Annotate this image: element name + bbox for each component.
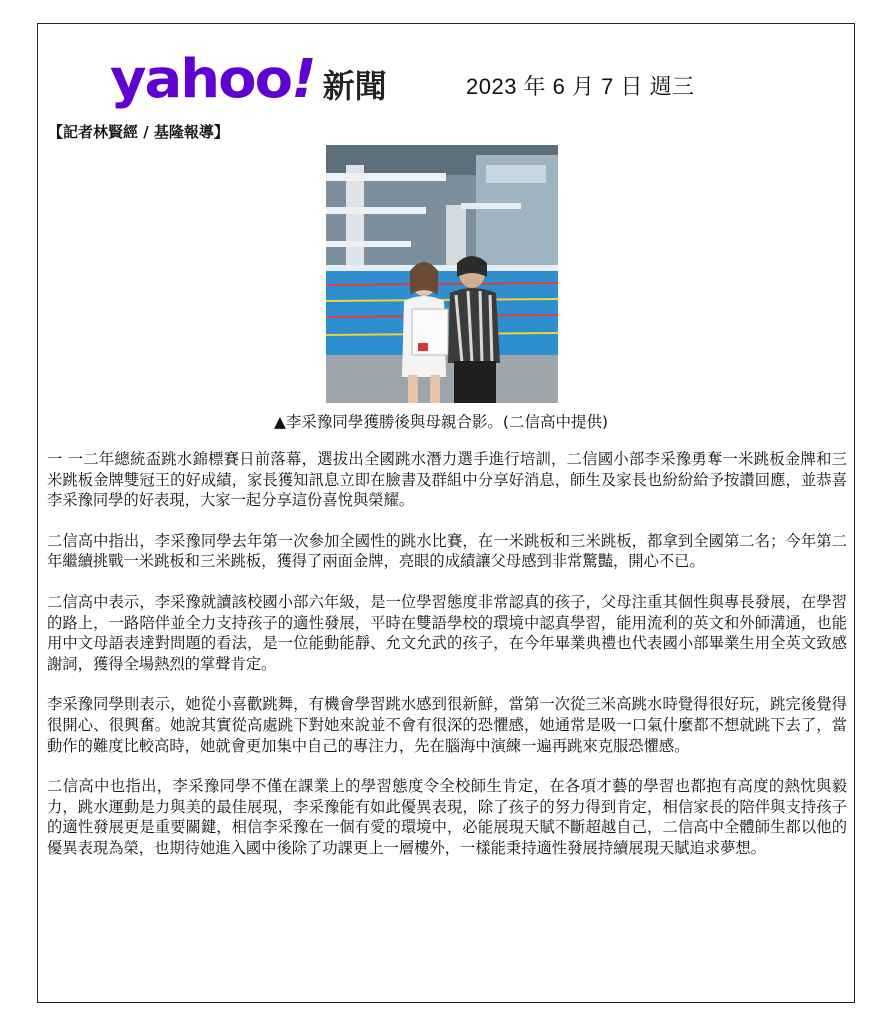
masthead — [110, 48, 387, 111]
paragraph: 一 一二年總統盃跳水錦標賽日前落幕，選拔出全國跳水潛力選手進行培訓，二信國小部李采豫勇奪一米跳板金牌和三米跳板金牌雙冠王的好成績，家長獲知訊息立即在臉書及群組中分享好消息，師生及家長也紛紛給予按讚回應，並恭喜李采豫同學的好表現，大家一起分享這份喜悅與榮耀。 — [47, 450, 847, 510]
photo-caption: ▲李采豫同學獲勝後與母親合影。(二信高中提供) — [273, 413, 609, 431]
section-name: 新聞 — [322, 67, 387, 105]
paragraph: 二信高中也指出，李采豫同學不僅在課業上的學習態度令全校師生肯定，在各項才藝的學習也都抱有高度的熱忱與毅力，跳水運動是力與美的最佳展現，李采豫能有如此優異表現，除了孩子的努力得到肯定，相信家長的陪伴與支持孩子的適性發展更是重要關鍵，相信李采豫在一個有愛的環境中，必能展現天賦不斷超越自己，二信高中全體師生都以他的優異表現為榮，也期待她進入國中後除了功課更上一層樓外，一樣能秉持適性發展持續展現天賦追求夢想。 — [47, 777, 847, 857]
swimming-pool-photo-icon — [326, 145, 558, 403]
paragraph: 二信高中表示，李采豫就讀該校國小部六年級，是一位學習態度非常認真的孩子，父母注重其個性與專長發展，在學習的路上，一路陪伴並全力支持孩子的適性發展，平時在雙語學校的環境中認真學習，能用流利的英文和外師溝通，也能用中文母語表達對問題的看法，是一位能動能靜、允文允武的孩子，在今年畢業典禮也代表國小部畢業生用全英文致感謝詞，獲得全場熱烈的掌聲肯定。 — [47, 592, 847, 673]
publish-date: 2023 年 6 月 7 日 週三 — [466, 74, 695, 99]
byline: 【記者林賢經 / 基隆報導】 — [48, 123, 229, 141]
article-body — [47, 449, 847, 879]
yahoo-logo: yahoo! — [110, 48, 315, 111]
paragraph: 李采豫同學則表示，她從小喜歡跳舞，有機會學習跳水感到很新鮮，當第一次從三米高跳水時覺得很好玩，跳完後覺得很開心、很興奮。她說其實從高處跳下對她來說並不會有很深的恐懼感，她通常是吸一口氣什麼都不想就跳下去了，當動作的難度比較高時，她就會更加集中自己的專注力，先在腦海中演練一遍再跳來克服恐懼感。 — [47, 695, 847, 755]
paragraph: 二信高中指出，李采豫同學去年第一次參加全國性的跳水比賽，在一米跳板和三米跳板，都拿到全國第二名；今年第二年繼續挑戰一米跳板和三米跳板，獲得了兩面金牌，亮眼的成績讓父母感到非常驚豔，開心不已。 — [47, 531, 847, 571]
